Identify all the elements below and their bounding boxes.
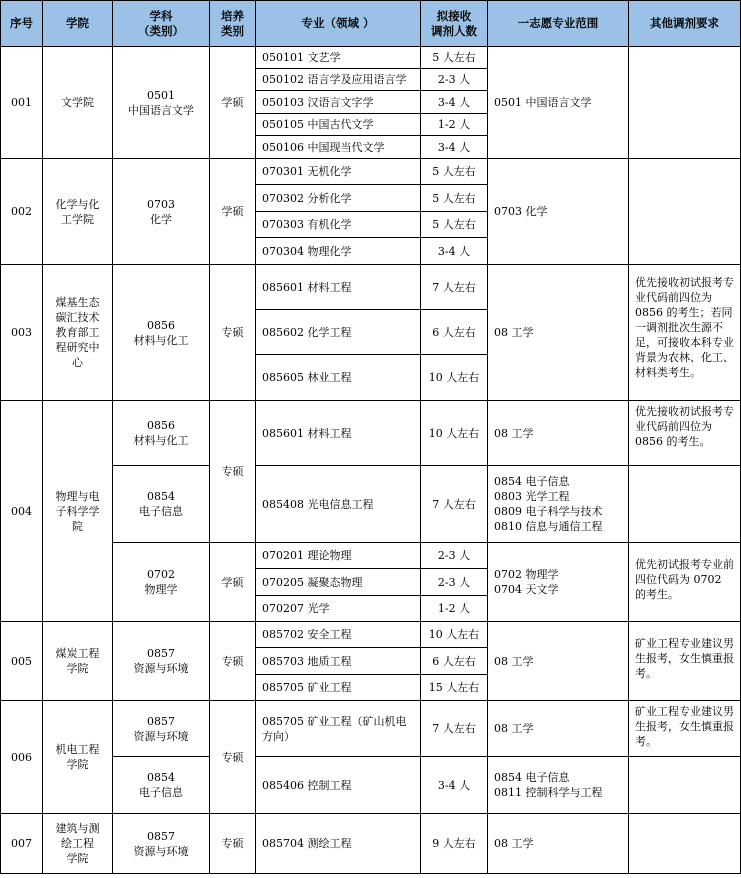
seq-cell: 004: [1, 401, 43, 622]
other-cell: [629, 159, 741, 265]
subject-cell: 0854 电子信息: [113, 757, 210, 814]
header-other: 其他调剂要求: [629, 1, 741, 47]
first-choice-cell: 08 工学: [488, 401, 629, 466]
major-cell: 085704 测绘工程: [256, 814, 421, 874]
header-quota: 拟接收 调剂人数: [421, 1, 488, 47]
quota-cell: 3-4 人: [421, 136, 488, 159]
major-cell: 085601 材料工程: [256, 401, 421, 466]
first-choice-cell: 0703 化学: [488, 159, 629, 265]
training-cell: 专硕: [210, 265, 256, 401]
seq-cell: 006: [1, 701, 43, 814]
quota-cell: 10 人左右: [421, 401, 488, 466]
major-cell: 050103 汉语言文字学: [256, 91, 421, 114]
subject-cell: 0857 资源与环境: [113, 814, 210, 874]
first-choice-cell: 08 工学: [488, 701, 629, 757]
training-cell: 专硕: [210, 401, 256, 543]
quota-cell: 7 人左右: [421, 265, 488, 310]
header-subject: 学科 （类别）: [113, 1, 210, 47]
seq-cell: 007: [1, 814, 43, 874]
first-choice-cell: 08 工学: [488, 622, 629, 701]
quota-cell: 1-2 人: [421, 114, 488, 136]
header-seq: 序号: [1, 1, 43, 47]
seq-cell: 003: [1, 265, 43, 401]
first-choice-cell: 08 工学: [488, 814, 629, 874]
major-cell: 085705 矿业工程: [256, 675, 421, 701]
subject-cell: 0501 中国语言文学: [113, 47, 210, 159]
quota-cell: 5 人左右: [421, 212, 488, 238]
major-cell: 070302 分析化学: [256, 185, 421, 212]
table-row: [1, 701, 741, 757]
college-cell: 物理与电 子科学学 院: [43, 401, 113, 622]
quota-cell: 2-3 人: [421, 569, 488, 596]
training-cell: 学硕: [210, 543, 256, 622]
major-cell: 085705 矿业工程（矿山机电方向）: [256, 701, 421, 757]
table-row: [1, 814, 741, 874]
table-row: [1, 47, 741, 69]
college-cell: 文学院: [43, 47, 113, 159]
major-cell: 085408 光电信息工程: [256, 466, 421, 543]
table-row: [1, 265, 741, 310]
header-row: [1, 1, 741, 47]
major-cell: 085601 材料工程: [256, 265, 421, 310]
major-cell: 070201 理论物理: [256, 543, 421, 569]
quota-cell: 3-4 人: [421, 757, 488, 814]
subject-cell: 0856 材料与化工: [113, 265, 210, 401]
training-cell: 专硕: [210, 701, 256, 814]
major-cell: 085703 地质工程: [256, 648, 421, 675]
first-choice-cell: 08 工学: [488, 265, 629, 401]
quota-cell: 1-2 人: [421, 596, 488, 622]
major-cell: 070207 光学: [256, 596, 421, 622]
major-cell: 085702 安全工程: [256, 622, 421, 648]
quota-cell: 6 人左右: [421, 310, 488, 355]
first-choice-cell: 0854 电子信息 0811 控制科学与工程: [488, 757, 629, 814]
quota-cell: 5 人左右: [421, 159, 488, 185]
table-row: [1, 159, 741, 185]
quota-cell: 2-3 人: [421, 543, 488, 569]
quota-cell: 7 人左右: [421, 701, 488, 757]
quota-cell: 3-4 人: [421, 238, 488, 265]
subject-cell: 0854 电子信息: [113, 466, 210, 543]
quota-cell: 10 人左右: [421, 622, 488, 648]
major-cell: 085406 控制工程: [256, 757, 421, 814]
first-choice-cell: 0702 物理学 0704 天文学: [488, 543, 629, 622]
quota-cell: 5 人左右: [421, 185, 488, 212]
major-cell: 070301 无机化学: [256, 159, 421, 185]
other-cell: [629, 47, 741, 159]
other-cell: 优先接收初试报考专业代码前四位为 0856 的考生；若同一调剂批次生源不足，可接收本科专业背景为农林、化工、材料类考生。: [629, 265, 741, 401]
other-cell: [629, 466, 741, 543]
major-cell: 070303 有机化学: [256, 212, 421, 238]
training-cell: 学硕: [210, 159, 256, 265]
other-cell: 矿业工程专业建议男生报考，女生慎重报考。: [629, 622, 741, 701]
training-cell: 专硕: [210, 622, 256, 701]
header-first-choice: 一志愿专业范围: [488, 1, 629, 47]
college-cell: 化学与化 工学院: [43, 159, 113, 265]
college-cell: 建筑与测 绘工程 学院: [43, 814, 113, 874]
other-cell: [629, 814, 741, 874]
quota-cell: 15 人左右: [421, 675, 488, 701]
other-cell: 优先初试报考专业前四位代码为 0702 的考生。: [629, 543, 741, 622]
quota-cell: 5 人左右: [421, 47, 488, 69]
header-college: 学院: [43, 1, 113, 47]
header-training: 培养 类别: [210, 1, 256, 47]
first-choice-cell: 0501 中国语言文学: [488, 47, 629, 159]
major-cell: 070304 物理化学: [256, 238, 421, 265]
quota-cell: 2-3 人: [421, 69, 488, 91]
major-cell: 085602 化学工程: [256, 310, 421, 355]
major-cell: 050106 中国现当代文学: [256, 136, 421, 159]
major-cell: 050101 文艺学: [256, 47, 421, 69]
quota-cell: 7 人左右: [421, 466, 488, 543]
quota-cell: 3-4 人: [421, 91, 488, 114]
major-cell: 050105 中国古代文学: [256, 114, 421, 136]
first-choice-cell: 0854 电子信息 0803 光学工程 0809 电子科学与技术 0810 信息与通信工程: [488, 466, 629, 543]
other-cell: [629, 757, 741, 814]
header-major: 专业（领域 ）: [256, 1, 421, 47]
table-row: [1, 401, 741, 466]
subject-cell: 0856 材料与化工: [113, 401, 210, 466]
other-cell: 优先接收初试报考专业代码前四位为 0856 的考生。: [629, 401, 741, 466]
seq-cell: 001: [1, 47, 43, 159]
college-cell: 煤炭工程 学院: [43, 622, 113, 701]
quota-cell: 6 人左右: [421, 648, 488, 675]
subject-cell: 0857 资源与环境: [113, 701, 210, 757]
seq-cell: 002: [1, 159, 43, 265]
subject-cell: 0857 资源与环境: [113, 622, 210, 701]
subject-cell: 0702 物理学: [113, 543, 210, 622]
quota-cell: 10 人左右: [421, 355, 488, 401]
table-row: [1, 622, 741, 648]
seq-cell: 005: [1, 622, 43, 701]
major-cell: 050102 语言学及应用语言学: [256, 69, 421, 91]
training-cell: 学硕: [210, 47, 256, 159]
other-cell: 矿业工程专业建议男生报考，女生慎重报考。: [629, 701, 741, 757]
college-cell: 煤基生态 碳汇技术 教育部工 程研究中 心: [43, 265, 113, 401]
subject-cell: 0703 化学: [113, 159, 210, 265]
major-cell: 085605 林业工程: [256, 355, 421, 401]
training-cell: 专硕: [210, 814, 256, 874]
college-cell: 机电工程 学院: [43, 701, 113, 814]
quota-cell: 9 人左右: [421, 814, 488, 874]
major-cell: 070205 凝聚态物理: [256, 569, 421, 596]
